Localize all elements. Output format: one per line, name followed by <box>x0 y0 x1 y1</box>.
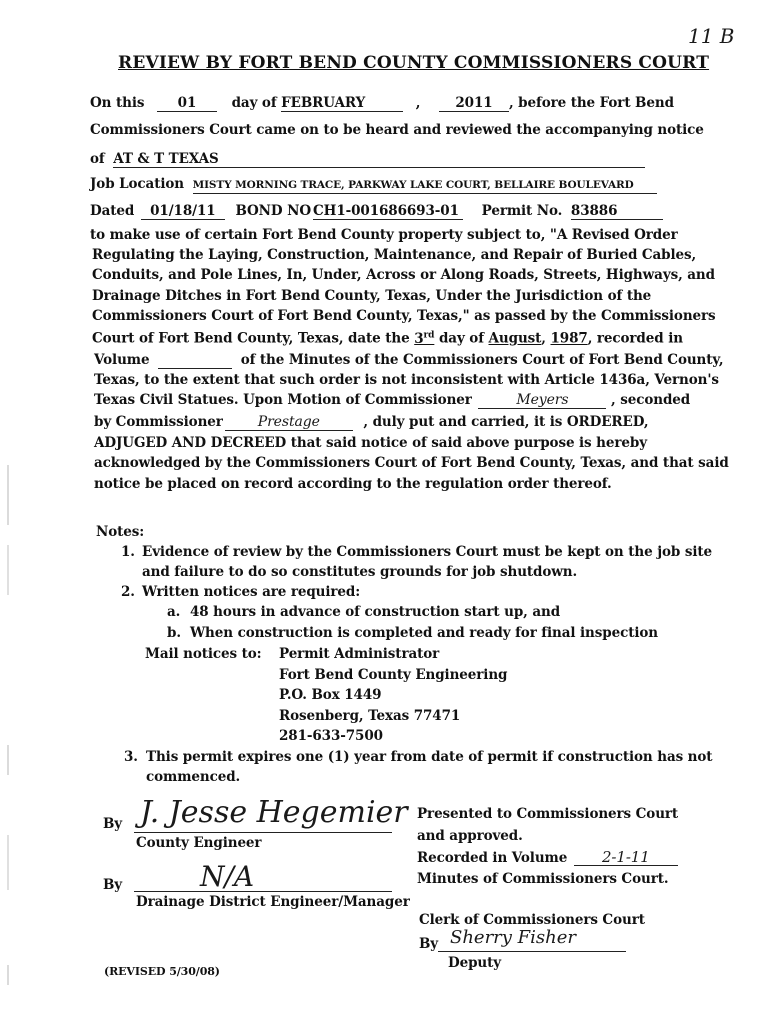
mail-address-line: 281-633-7500 <box>279 728 383 744</box>
second-label: by Commissioner <box>94 414 223 430</box>
note-2-number: 2. <box>121 584 135 600</box>
body-line: notice be placed on record according to the regulation order thereof. <box>94 476 612 492</box>
county-engineer-line <box>134 832 392 833</box>
note-2a-text: 48 hours in advance of construction start up, and <box>190 604 561 620</box>
dated-label: Dated <box>90 203 135 219</box>
mail-address-line: Permit Administrator <box>279 646 440 662</box>
note-1-text: Evidence of review by the Commissioners Court must be kept on the job site <box>142 544 712 560</box>
clerk-line: Clerk of Commissioners Court <box>419 912 645 928</box>
scan-margin-mark <box>7 835 9 890</box>
volume-label: Volume <box>94 352 150 368</box>
job-location-label: Job Location <box>90 176 184 192</box>
of-line <box>90 151 645 168</box>
order-date-prefix: Court of Fort Bend County, Texas, date the <box>92 330 410 347</box>
scan-margin-mark <box>7 465 9 525</box>
note-2-text: Written notices are required: <box>142 584 361 600</box>
bond-label: BOND NO <box>235 203 312 219</box>
recorded-label: Recorded in Volume <box>417 850 568 866</box>
permit-label: Permit No. <box>481 203 563 219</box>
county-engineer-label: County Engineer <box>136 835 262 851</box>
body-line-7 <box>94 352 723 369</box>
revised-date: (REVISED 5/30/08) <box>104 965 220 978</box>
job-location-field: MISTY MORNING TRACE, PARKWAY LAKE COURT, BELLAIRE BOULEVARD <box>193 178 657 194</box>
page-title: REVIEW BY FORT BEND COUNTY COMMISSIONERS COURT <box>118 53 710 73</box>
body-line: ADJUGED AND DECREED that said notice of said above purpose is hereby <box>94 435 647 451</box>
drainage-line <box>134 891 392 892</box>
day-field: 01 <box>157 96 217 112</box>
second-signature: Prestage <box>225 415 353 431</box>
dated-line <box>90 203 663 220</box>
minutes-line: Minutes of Commissioners Court. <box>417 871 669 887</box>
seconded-label: , seconded <box>611 392 691 408</box>
year-field: 2011 <box>439 96 509 112</box>
body-line-10 <box>94 414 648 431</box>
mail-notices-label: Mail notices to: <box>145 646 262 662</box>
order-day-suffix: rd <box>423 330 435 340</box>
day-of-label: day of <box>231 95 277 111</box>
body-line-6: Court of Fort Bend County, Texas, date the 3rd day of August, 1987, recorded in <box>92 330 683 347</box>
drainage-signature: N/A <box>200 860 255 893</box>
before-label: , before the Fort Bend <box>508 95 674 111</box>
notes-heading: Notes: <box>96 524 145 540</box>
body-line: Commissioners Court of Fort Bend County, Texas," as passed by the Commissioners <box>92 308 716 324</box>
order-day-number: 3 <box>414 330 424 347</box>
order-day <box>414 331 434 347</box>
body-line: Drainage Ditches in Fort Bend County, Texas, Under the Jurisdiction of the <box>92 288 652 304</box>
presented-line: Presented to Commissioners Court <box>417 806 679 822</box>
scan-margin-mark <box>7 545 9 595</box>
county-engineer-signature: J. Jesse Hegemier <box>140 795 408 830</box>
body-line: Regulating the Laying, Construction, Maintenance, and Repair of Buried Cables, <box>92 247 697 263</box>
permit-field: 83886 <box>571 204 663 220</box>
body-line: Texas, to the extent that such order is not inconsistent with Article 1436a, Vernon's <box>94 372 719 388</box>
note-3-text-cont: commenced. <box>146 769 241 785</box>
on-this-label: On this <box>90 95 145 111</box>
mail-address-line: P.O. Box 1449 <box>279 687 382 703</box>
drainage-label: Drainage District Engineer/Manager <box>136 894 410 910</box>
body-line: acknowledged by the Commissioners Court of Fort Bend County, Texas, and that said <box>94 455 729 471</box>
month-field: FEBRUARY <box>281 96 403 112</box>
order-recorded-in: , recorded in <box>587 330 683 347</box>
note-1-text-cont: and failure to do so constitutes grounds for job shutdown. <box>142 564 578 580</box>
recorded-volume: 2-1-11 <box>574 850 678 866</box>
mail-address-line: Fort Bend County Engineering <box>279 667 508 683</box>
scan-margin-mark <box>7 745 9 775</box>
note-2a-number: a. <box>167 604 181 620</box>
comma: , <box>415 95 421 111</box>
motion-signature: Meyers <box>478 393 606 409</box>
body-line: to make use of certain Fort Bend County property subject to, "A Revised Order <box>90 227 678 243</box>
clerk-sig-line <box>438 951 626 952</box>
approved-line: and approved. <box>417 828 523 844</box>
by-label-1: By <box>103 816 123 832</box>
note-3-number: 3. <box>124 749 138 765</box>
bond-field: CH1-001686693-01 <box>313 204 463 220</box>
motion-label: Texas Civil Statues. Upon Motion of Commissioner <box>94 392 472 408</box>
header-line-1 <box>90 95 674 112</box>
by-label-2: By <box>103 877 123 893</box>
deputy-label: Deputy <box>448 955 502 971</box>
scan-margin-mark <box>7 965 9 985</box>
body-line: Conduits, and Pole Lines, In, Under, Across or Along Roads, Streets, Highways, and <box>92 267 715 283</box>
recorded-line <box>417 850 678 866</box>
clerk-by-label: By <box>419 936 439 952</box>
of-label: of <box>90 151 105 167</box>
header-line-2: Commissioners Court came on to be heard and reviewed the accompanying notice <box>90 122 704 138</box>
order-month: August <box>488 330 542 347</box>
note-3-text: This permit expires one (1) year from date of permit if construction has not <box>146 749 713 765</box>
of-field: AT & T TEXAS <box>113 152 645 168</box>
job-location-line <box>90 176 657 194</box>
order-year: 1987 <box>550 330 588 347</box>
mail-address-line: Rosenberg, Texas 77471 <box>279 708 461 724</box>
carried-label: , duly put and carried, it is ORDERED, <box>363 414 649 430</box>
order-day-of: day of <box>438 330 484 347</box>
corner-mark: 11 B <box>688 24 735 48</box>
clerk-signature: Sherry Fisher <box>450 927 577 948</box>
dated-field: 01/18/11 <box>141 204 225 220</box>
volume-blank <box>158 353 232 369</box>
note-2b-number: b. <box>167 625 181 641</box>
volume-suffix: of the Minutes of the Commissioners Court of Fort Bend County, <box>240 352 724 368</box>
note-1-number: 1. <box>121 544 135 560</box>
body-line-9 <box>94 392 690 409</box>
note-2b-text: When construction is completed and ready for final inspection <box>190 625 659 641</box>
